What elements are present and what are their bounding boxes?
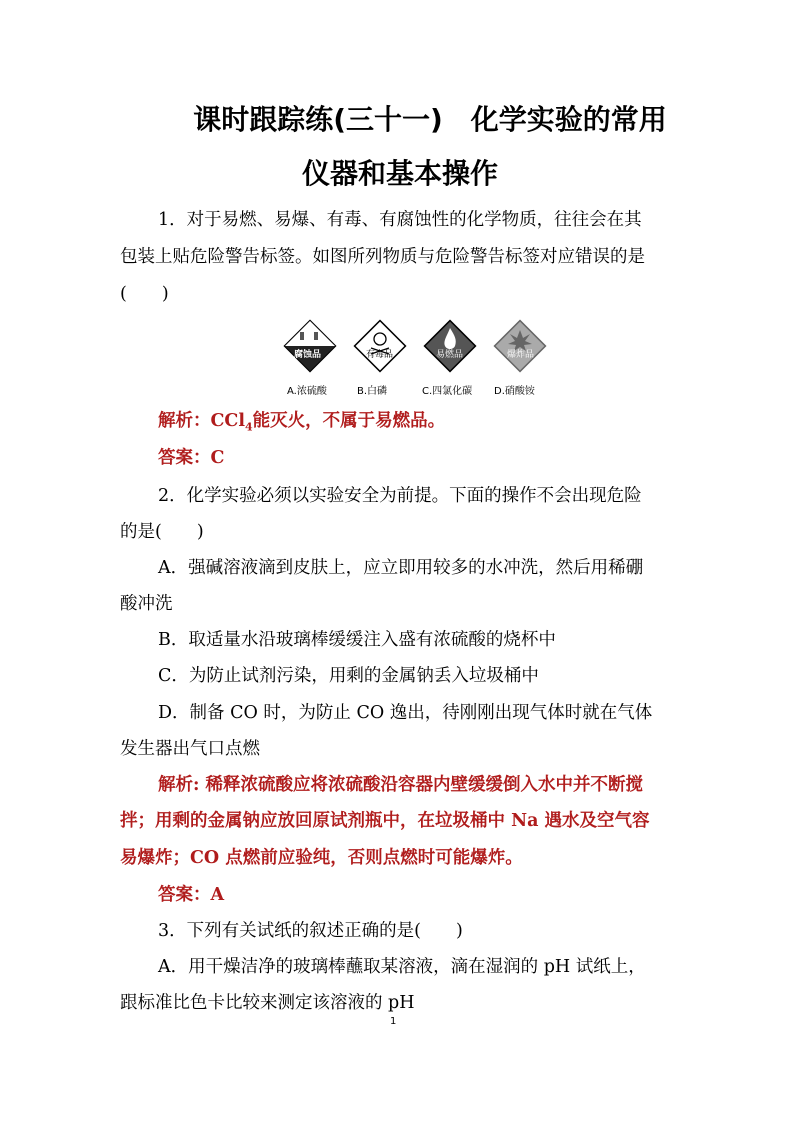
- page-number: 1: [390, 1016, 397, 1027]
- q1-stem-line1: 1．对于易燃、易爆、有毒、有腐蚀性的化学物质，往往会在其: [158, 210, 642, 230]
- q2-option-d-line1: D．制备 CO 时，为防止 CO 逸出，待刚刚出现气体时就在气体: [158, 703, 653, 723]
- q1-stem-line3: ( ): [120, 284, 169, 304]
- q2-analysis-line2: 拌；用剩的金属钠应放回原试剂瓶中，在垃圾桶中 Na 遇水及空气容: [120, 811, 650, 831]
- q2-answer-label: 答案: [158, 885, 193, 905]
- q3-option-a-line2: 跟标准比色卡比较来测定该溶液的 pH: [120, 993, 415, 1013]
- page-title-line2: 仪器和基本操作: [301, 157, 498, 190]
- flammable-sign-icon: [422, 318, 478, 374]
- q2-answer-value: ：A: [193, 885, 225, 905]
- q2-option-b: B．取适量水沿玻璃棒缓缓注入盛有浓硫酸的烧杯中: [158, 630, 556, 650]
- q2-analysis-label: 解析: [158, 775, 193, 795]
- corrosive-sign-icon: [282, 318, 338, 374]
- q2-option-a-line2: 酸冲洗: [120, 594, 173, 614]
- q3-stem: 3．下列有关试纸的叙述正确的是( ): [158, 921, 463, 941]
- page-title-line1: 课时跟踪练(三十一) 化学实验的常用: [193, 103, 667, 136]
- q1-analysis-pre: ：CCl: [193, 411, 246, 431]
- q1-answer: [158, 446, 680, 470]
- q1-answer-value: ：C: [193, 448, 225, 468]
- sign-label-b: 有毒品: [366, 350, 394, 360]
- toxic-sign-icon: [352, 318, 408, 374]
- hazard-labels-figure: [282, 318, 544, 400]
- q1-analysis: [158, 409, 680, 440]
- q2-analysis-line3: 易爆炸；CO 点燃前应验纯，否则点燃时可能爆炸。: [120, 848, 523, 868]
- sign-label-a: 腐蚀品: [294, 350, 322, 360]
- q3-option-a-line1: A．用干燥洁净的玻璃棒蘸取某溶液，滴在湿润的 pH 试纸上，: [158, 957, 646, 977]
- sign-label-c: 易燃品: [436, 350, 464, 360]
- sign-caption-d: D.硝酸铵: [494, 386, 535, 397]
- q2-stem-line1: 2．化学实验必须以实验安全为前提。下面的操作不会出现危险: [158, 486, 642, 506]
- q1-analysis-label: 解析: [158, 411, 193, 431]
- sign-caption-b: B.白磷: [357, 386, 388, 397]
- q1-answer-label: 答案: [158, 448, 193, 468]
- q2-stem-line2: 的是( ): [120, 522, 204, 542]
- q1-analysis-post: 能灭火，不属于易燃品。: [252, 411, 446, 431]
- q2-option-c: C．为防止试剂污染，用剩的金属钠丢入垃圾桶中: [158, 666, 539, 686]
- sign-caption-a: A.浓硫酸: [287, 386, 327, 397]
- sign-caption-c: C.四氯化碳: [422, 386, 473, 397]
- explosive-sign-icon: [492, 318, 548, 374]
- q2-option-d-line2: 发生器出气口点燃: [120, 739, 260, 759]
- q2-answer: [158, 883, 680, 907]
- q2-option-a-line1: A．强碱溶液滴到皮肤上，应立即用较多的水冲洗，然后用稀硼: [158, 558, 644, 578]
- q1-analysis-sub: 4: [245, 420, 253, 434]
- q1-stem-line2: 包装上贴危险警告标签。如图所列物质与危险警告标签对应错误的是: [120, 247, 645, 267]
- sign-label-d: 爆炸品: [507, 350, 535, 360]
- q2-analysis-text1: : 稀释浓硫酸应将浓硫酸沿容器内壁缓缓倒入水中并不断搅: [193, 775, 644, 795]
- q2-analysis-line1: [158, 773, 680, 797]
